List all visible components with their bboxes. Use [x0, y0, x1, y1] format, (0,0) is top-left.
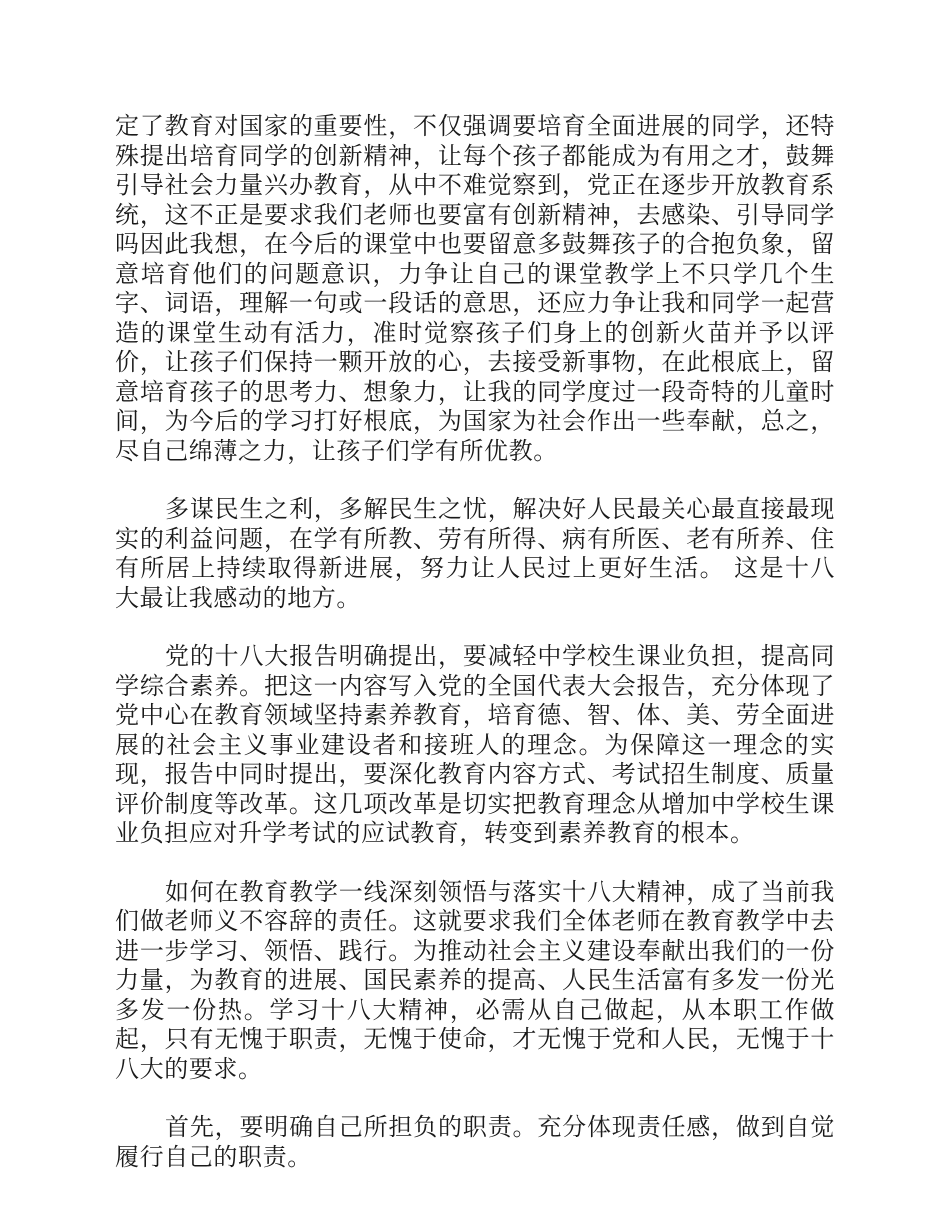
document-page — [115, 112, 835, 1201]
paragraph-1: 定了教育对国家的重要性，不仅强调要培育全面进展的同学，还特殊提出培育同学的创新精神，让每个孩子都能成为有用之才，鼓舞引导社会力量兴办教育，从中不难觉察到，党正在逐步开放教育系统，这不正是要求我们老师也要富有创新精神，去感染、引导同学吗因此我想，在今后的课堂中也要留意多鼓舞孩子的合抱负象，留意培育他们的问题意识，力争让自己的课堂教学上不只学几个生字、词语，理解一句或一段话的意思，还应力争让我和同学一起营造的课堂生动有活力，准时觉察孩子们身上的创新火苗并予以评价，让孩子们保持一颗开放的心，去接受新事物，在此根底上，留意培育孩子的思考力、想象力，让我的同学度过一段奇特的儿童时间，为今后的学习打好根底，为国家为社会作出一些奉献，总之，尽自己绵薄之力，让孩子们学有所优教。 — [115, 112, 835, 465]
paragraph-2: 多谋民生之利，多解民生之忧，解决好人民最关心最直接最现实的利益问题，在学有所教、劳有所得、病有所医、老有所养、住有所居上持续取得新进展，努力让人民过上更好生活。 这是十八大最让我感动的地方。 — [115, 495, 835, 612]
paragraph-3: 党的十八大报告明确提出，要减轻中学校生课业负担，提高同学综合素养。把这一内容写入党的全国代表大会报告，充分体现了党中心在教育领域坚持素养教育，培育德、智、体、美、劳全面进展的社会主义事业建设者和接班人的理念。为保障这一理念的实现，报告中同时提出，要深化教育内容方式、考试招生制度、质量评价制度等改革。这几项改革是切实把教育理念从增加中学校生课业负担应对升学考试的应试教育，转变到素养教育的根本。 — [115, 642, 835, 847]
paragraph-4: 如何在教育教学一线深刻领悟与落实十八大精神，成了当前我们做老师义不容辞的责任。这就要求我们全体老师在教育教学中去进一步学习、领悟、践行。为推动社会主义建设奉献出我们的一份力量，为教育的进展、国民素养的提高、人民生活富有多发一份光多发一份热。学习十八大精神，必需从自己做起，从本职工作做起，只有无愧于职责，无愧于使命，才无愧于党和人民，无愧于十八大的要求。 — [115, 877, 835, 1083]
paragraph-5: 首先，要明确自己所担负的职责。充分体现责任感，做到自觉履行自己的职责。 — [115, 1113, 835, 1171]
